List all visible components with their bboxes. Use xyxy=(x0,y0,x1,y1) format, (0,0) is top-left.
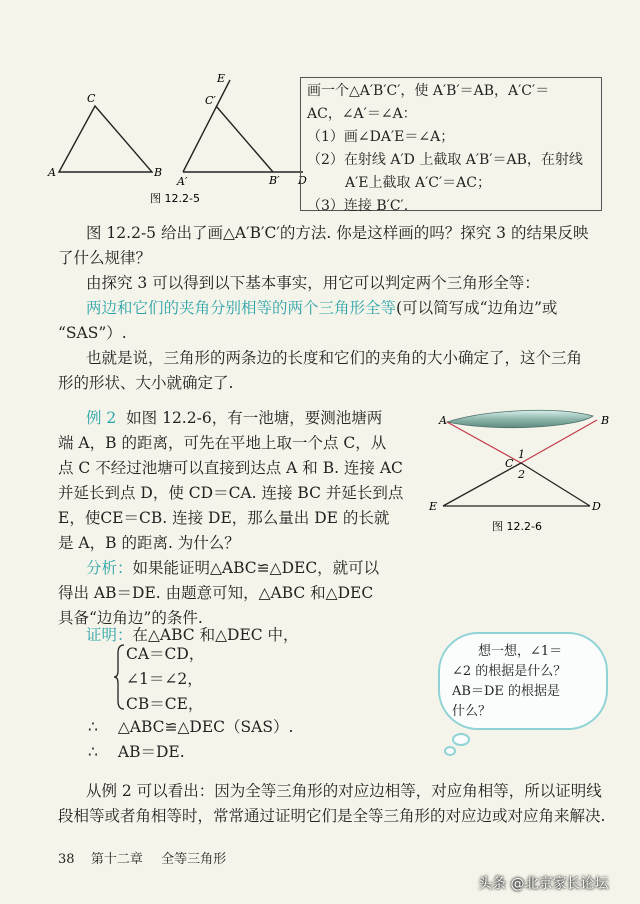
proof-tag: 证明： xyxy=(86,626,133,644)
analysis: 分析：如果能证明△ABC≌△DEC，就可以 得出 AB＝DE. 由题意可知，△ABC 和△DEC 具备“边角边”的条件. xyxy=(58,559,380,627)
box-line-1: 画一个△A′B′C′，使 A′B′＝AB，A′C′＝ xyxy=(307,83,550,99)
fig2-caption: 图 12.2-6 xyxy=(492,520,542,533)
fig1-label-C: C xyxy=(87,92,96,105)
fig1-label-A: A xyxy=(48,166,56,179)
paragraph-1: 图 12.2-5 给出了画△A′B′C′的方法. 你是这样画的吗？探究 3 的结果反映 xyxy=(86,224,589,242)
fig2-label-E: E xyxy=(429,500,438,513)
fig2-label-2: 2 xyxy=(518,468,525,481)
box-line-5: A′E上截取 A′C′＝AC； xyxy=(345,175,491,191)
fig1-label-B1: B′ xyxy=(269,174,280,187)
box-line-6: （3）连接 B′C′. xyxy=(307,198,409,214)
paragraph-4: 也就是说，三角形的两条边的长度和它们的夹角的大小确定了，这个三角 xyxy=(86,349,583,367)
box-line-3: （1）画∠DA′E＝∠A； xyxy=(307,129,455,145)
chapter-title: 全等三角形 xyxy=(161,852,227,867)
cloud-bubble-1 xyxy=(452,733,470,746)
fig1-label-A1: A′ xyxy=(177,175,188,188)
watermark: 头条 @北京家长论坛 xyxy=(478,876,609,892)
box-line-4: （2）在射线 A′D 上截取 A′B′＝AB，在射线 xyxy=(307,152,583,168)
fig1-label-B: B xyxy=(154,166,163,179)
think-cloud: 想一想，∠1＝ ∠2 的根据是什么？ AB＝DE 的根据是 什么？ xyxy=(438,632,608,730)
fig1-label-E: E xyxy=(217,72,226,85)
paragraph-3: 两边和它们的夹角分别相等的两个三角形全等(可以简写成“边角边”或 xyxy=(86,299,558,317)
example-2: 例 2 如图 12.2-6，有一池塘，要测池塘两 端 A，B 的距离，可先在平地上取一个点 C，从 点 C 不经过池塘可以直接到达点 A 和 B. 连接 AC 并延长到点 D，使 CD＝CA. 连接 BC 并延长到点 E，使CE＝CB. 连接 DE，那么量出 DE 的长就 是 A，B 的距离. 为什么？ xyxy=(58,409,404,552)
fig2-label-B: B xyxy=(601,414,610,427)
page-number: 38 xyxy=(58,852,75,867)
pond-shape xyxy=(447,410,593,427)
fig1-label-D: D xyxy=(298,174,307,187)
chapter-label: 第十二章 xyxy=(90,852,143,867)
paragraph-2: 由探究 3 可以得到以下基本事实，用它可以判定两个三角形全等： xyxy=(86,274,540,292)
instruction-box xyxy=(300,77,602,214)
proof-brace xyxy=(114,643,126,711)
cloud-bubble-2 xyxy=(444,746,456,756)
proof-conclusion-2: ∴ AB＝DE. xyxy=(88,743,185,761)
paragraph-1b: 了什么规律？ xyxy=(58,249,152,267)
box-line-2: AC，∠A′＝∠A： xyxy=(307,106,417,122)
figure-12-2-6 xyxy=(425,402,610,542)
conclusion-2: 段相等或者角相等时，常常通过证明它们是全等三角形的对应边或对应角来解决. xyxy=(58,807,606,825)
fig2-label-C: C xyxy=(505,457,514,470)
paragraph-4b: 形的形状、大小就确定了. xyxy=(58,374,234,392)
proof-equations: CA＝CD， ∠1＝∠2， CB＝CE， xyxy=(126,645,205,713)
example-tag: 例 2 xyxy=(86,409,117,427)
conclusion: 从例 2 可以看出：因为全等三角形的对应边相等，对应角相等，所以证明线 xyxy=(86,782,602,800)
fig1-label-C1: C′ xyxy=(205,94,216,107)
fig2-label-A: A xyxy=(439,414,447,427)
fig2-label-1: 1 xyxy=(518,448,525,461)
page-footer xyxy=(58,848,226,867)
proof: 证明：在△ABC 和△DEC 中， xyxy=(86,626,299,644)
figure-12-2-5 xyxy=(45,72,305,207)
sas-theorem: 两边和它们的夹角分别相等的两个三角形全等 xyxy=(86,299,397,317)
proof-conclusion-1: ∴ △ABC≌△DEC（SAS）. xyxy=(88,718,294,736)
paragraph-3b: “SAS”）. xyxy=(58,324,127,342)
fig1-caption: 图 12.2-5 xyxy=(150,192,200,205)
fig2-label-D: D xyxy=(592,500,601,513)
analysis-tag: 分析： xyxy=(86,559,133,577)
